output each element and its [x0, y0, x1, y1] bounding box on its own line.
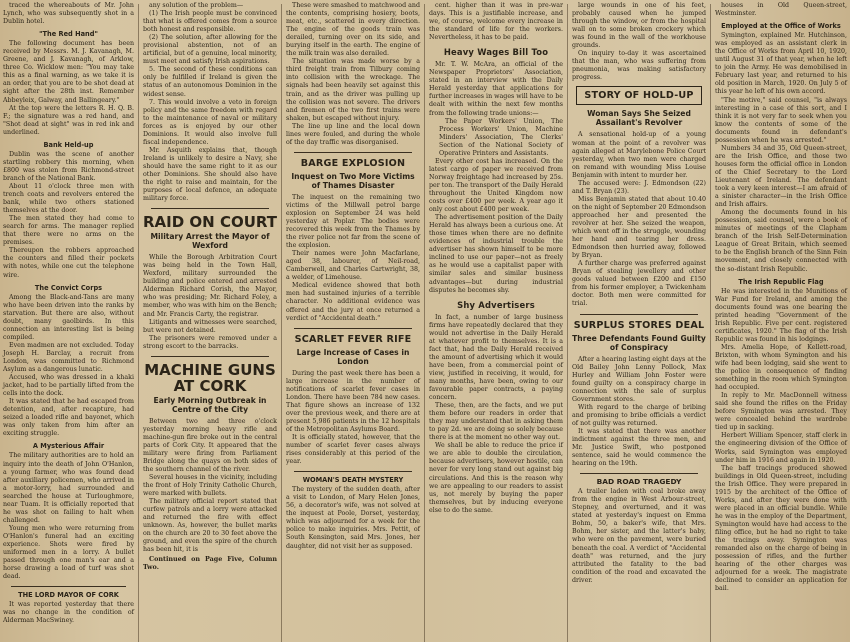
article-text: The inquest on the remaining two victims of the Millwall petrol barge explosion on September 24 was held yesterday at Poplar. The bodies were recovered this week from the Thames by the river police not far from the scene of the explosion.	[286, 193, 420, 250]
article-text: The Paper Workers' Union, The Process Workers' Union, Machine Minders' Association, The Clerks' Section of the National Society of Operative Printers and Assistants.	[439, 117, 563, 157]
article-text: The baff tracings produced showed buildings in Old Queen-street, including the Irish Office. They were prepared in 1915 by the architect of the Office of Works, and after they were done with were placed in an official bundle. While he was in the employ of the Department, Symington would have had access to the filing office, but he had no right to take the tracings away. Symington was remanded also on the charge of being in possession of rifles, and the further hearing of the other charges was adjourned for a week. The magistrate declined to consider an application for bail.	[715, 464, 847, 593]
article-text: These, then, are the facts, and we put them before our readers in order that they may understand that in asking them to pay 2d. we are doing so solely because there is at the moment no other way out.	[429, 402, 563, 442]
headline-box	[576, 86, 702, 105]
article-text: A trailer laden with coal broke away from the engine in West Arbour-street, Stepney, and overturned, and it was stated at yesterday's inquest on Emma Bohm, 50, a baker's wife, that Mrs. Bohm, her sister, and the latter's baby, who were on the pavement, were buried beneath the coal. A verdict of "Accidental death" was returned, and the jury attributed the fatality to the bad condition of the road and excavated the driver.	[572, 488, 706, 584]
column-divider	[567, 4, 568, 642]
article-text: Among the Black-and-Tans are many who have been driven into the ranks by starvation. But there are also, without doubt, many gaolbirds. In this connection an interesting list is being compiled.	[3, 293, 134, 341]
article-text: large wounds in one of his feet, probably caused when he jumped through the window, or from the hospital wall on to some broken crockery which was found in the wall of the workhouse grounds.	[572, 2, 706, 50]
subheading: THE LORD MAYOR OF CORK	[18, 591, 119, 600]
article-text: houses in Old Queen-street, Westminster.	[715, 2, 847, 18]
article-text: (2) The solution, after allowing for the provisional abstention, not of an artificial, but of a genuine, local minority, must meet and satisfy Irish aspirations.	[143, 34, 277, 66]
article-text: The men stated they had come to search for arms. The manager replied that there were no arms on the premises.	[3, 215, 134, 247]
column-3	[283, 0, 423, 642]
article-text: About 11 o'clock three men with trench coats and revolvers entered the bank, while two others stationed themselves at the door.	[3, 182, 134, 215]
column-6	[712, 0, 850, 642]
article-text: It was reported yesterday that there was no change in the condition of Alderman MacSwiney.	[3, 601, 134, 625]
article-text: Dublin was the scene of another startling robbery this morning, when £800 was stolen from Richmond-street branch of the National Bank.	[3, 150, 134, 182]
article-text: During the past week there has been a large increase in the number of notifications of scarlet fever cases in London. There have been 784 new cases. That figure shows an increase of 132 over the previous week, and there are at present 5,986 patients in the 12 hospitals of the Metropolitan Asylums Board.	[286, 369, 420, 433]
article-text: Accused, who was dressed in a khaki jacket, had to be partially lifted from the cells into the dock.	[3, 374, 134, 398]
article-text: The mystery of the sudden death, after a visit to London, of Mary Helen Jones, 56, a decorator's wife, was not solved at the inquest at Poole, Dorset, yesterday, which was adjourned for a week for the police to make inquiries. Mrs. Pettit, of South Kensington, said Mrs. Jones, her daughter, did not visit her as supposed.	[286, 486, 420, 550]
column-rule	[11, 586, 126, 587]
headline: SCARLET FEVER RIFE	[294, 333, 412, 345]
subheading: Heavy Wages Bill Too	[443, 47, 549, 58]
article-text: The military official report stated that curfew patrols and a lorry were attacked and returned the fire with effect unknown. As, however, the bullet marks on the church are 20 to 30 feet above the ground, and even the spire of the church has been hit, it is	[143, 498, 277, 554]
subheading: BAD ROAD TRAGEDY	[596, 477, 682, 487]
article-text: Mr. T. W. McAra, an official of the Newspaper Proprietors' Association, stated in an interview with the Daily Herald yesterday that applications for further increases in wages will have to be dealt with within the next few months from the following trade unions:—	[429, 61, 563, 117]
article-text: The military authorities are to hold an inquiry into the death of John O'Hanlon, a young farmer, who was found dead after auxiliary policemen, who arrived in a motor-lorry, had surrounded and searched the house at Turloughmore, near Tuam. It is officially reported that he was shot on failing to halt when challenged.	[3, 452, 134, 524]
column-rule	[294, 328, 412, 329]
column-rule	[294, 152, 412, 153]
article-text: While the Borough Arbitration Court was being held in the Town Hall, Wexford, military surrounded the building and police entered and arrested Alderman Richard Corish, the Mayor, who was presiding; Mr. Richard Foley, a member, who was with him on the Bench; and Mr. Francis Carty, the registrar.	[143, 254, 277, 318]
headline-deck: Three Defendants Found Guilty of Conspiracy	[572, 333, 706, 352]
article-text: "The motive," said counsel, "is always interesting in a case of this sort, and I think it is not very far to seek when you know the contents of some of the documents found in defendant's possession when he was arrested."	[715, 96, 847, 144]
article-text: Among the documents found in his possession, said counsel, were a book of minutes of meetings of the Clapham branch of the Irish Self-Determination League of Great Britain, which seemed to be the English branch of the Sinn Fein movement, and closely connected with the so-distant Irish Republic.	[715, 209, 847, 273]
column-divider	[281, 4, 282, 642]
article-text: These were smashed to matchwood and the contents, comprising hosiery, boots, meat, etc., scattered in every direction. The engine of the goods train was derailed, turning over on its side, and burying itself in the earth. The engine of the milk train was also derailed.	[286, 2, 420, 58]
article-text: A sensational hold-up of a young woman at the point of a revolver was again alleged at Marylebone Police Court yesterday, when two men were charged on remand with wounding Miss Louise Benjamin with intent to murder her.	[572, 131, 706, 179]
article-text: 7. This would involve a veto in foreign policy and the same freedom with regard to the maintenance of naval or military forces as is enjoyed by our other Dominions. It would also involve full fiscal independence.	[143, 98, 277, 146]
article-text: In reply to Mr. MacDonnell witness said she found the rifles on the Friday before Symington was arrested. They were concealed behind the wardrobe tied up in sacking.	[715, 392, 847, 432]
column-divider	[424, 4, 425, 642]
article-text: Even madmen are not excluded. Today Joseph H. Barclay, a recruit from London, was committed to Richmond Asylum as a dangerous lunatic.	[3, 341, 134, 374]
article-text: We shall be able to reduce the price if we are able to double the circulation, because advertisers, however hostile, can never for very long stand out against big circulations. And this is the reason why we are appealing to our readers to assist us, not merely by buying the paper themselves, but by inducing everyone else to do the same.	[429, 442, 563, 514]
column-1	[0, 0, 137, 642]
continuation-note: Continued on Page Five, Column Two.	[143, 554, 277, 571]
article-text: Thereupon the robbers approached the counters and filled their pockets with notes, while one cut the telephone wire.	[3, 247, 134, 279]
article-text: Every other cost has increased. On the latest cargo of paper we received from Norway freightage had increased by 25s. per ton. The transport of the Daily Herald throughout the United Kingdom now costs over £400 per week. A year ago it only cost about £400 per week.	[429, 157, 563, 214]
article-text: Mrs. Amelia Hope, of Kellett-road, Brixton, with whom Symington and his wife had been lodging, said she went to the police in consequence of finding something in the room which Symington had occupied.	[715, 343, 847, 392]
article-text: Between two and three o'clock yesterday morning heavy rifle and machine-gun fire broke out in the central parts of Cork City. It appeared that the military were firing from Parliament Bridge along the quays on both sides of the southern channel of the river.	[143, 417, 277, 474]
article-text: The advertisement position of the Daily Herald has always been a curious one. At those times when there are no definite evidences of industrial trouble the advertiser has shown himself to be more inclined to use our paper—not as freely as he would use a capitalist paper with similar sales and similar business advantages—but during industrial disputes he becomes shy.	[429, 214, 563, 294]
article-text: In fact, a number of large business firms have repeatedly declared that they would not advertise in the Daily Herald at whatever profit to themselves. It is a fact that, had the Daily Herald received the amount of advertising which it would have been, from a commercial point of view, justified in receiving, it would, for many months, have been, owing to our favourable paper contracts, a paying concern.	[429, 313, 563, 402]
column-divider	[138, 4, 139, 642]
column-rule	[151, 208, 269, 209]
article-text: On inquiry to-day it was ascertained that the man, who was suffering from pneumonia, was making satisfactory progress.	[572, 50, 706, 82]
article-text: It was stated that he had escaped from detention, and, after recapture, had seized a loaded rifle and bayonet, which was only taken from him after an exciting struggle.	[3, 398, 134, 438]
article-text: Symington, explained Mr. Hutchinson, was employed as an assistant clerk in the Office of Works from April 10, 1920, until August 31 of that year, when he left to join the Army. He was demobilised in February last year, and returned to his old position in March, 1920. On July 5 of this year he left of his own accord.	[715, 32, 847, 96]
article-text: Herbert William Spencer, staff clerk in the engineering division of the Office of Works, said Symington was employed under him in 1916 and again in 1920.	[715, 432, 847, 464]
subheading: Bank Held-up	[43, 140, 94, 149]
article-text: After a hearing lasting eight days at the Old Bailey John Lenny Pollock, Max Hurley and William John Foster were found guilty on a conspiracy charge in connection with the sale of surplus Government stores.	[572, 355, 706, 403]
article-text: (1) The Irish people must be convinced that what is offered comes from a source both honest and responsible.	[143, 10, 277, 34]
article-text: Numbers 34 and 35, Old Queen-street, are the Irish Office, and those two houses form the official office in London of the Chief Secretary to the Lord Lieutenant of Ireland. The defendant took a very keen interest—I am afraid of a sinister character—in the Irish Office and Irish affairs.	[715, 144, 847, 209]
column-rule	[151, 356, 269, 357]
article-text: It was stated that there was another indictment against the three men, and Mr. Justice Swift, who postponed sentence, said he would commence the hearing on the 19th.	[572, 427, 706, 468]
article-text: He was interested in the Munitions of War Fund for Ireland, and among the documents found was one bearing the printed heading "Government of the Irish Republic. Five per cent. registered certificates, 1920." The flag of the Irish Republic was found in his lodgings.	[715, 287, 847, 343]
article-text: any solution of the problem—	[149, 2, 244, 9]
subheading: The Convict Corps	[34, 283, 103, 292]
article-text: With regard to the charge of bribing and promising to bribe officials a verdict of not guilty was returned.	[572, 403, 706, 427]
article-text: The situation was made worse by a third freight train from Tilbury coming into collision with the wreckage. The signals had been heavily set against this train, and as the driver was pulling up the collision was not severe. The drivers and firemen of the two first trains were shaken, but escaped without injury.	[286, 58, 420, 122]
article-text: Their names were John Macfarlane, aged 38, labourer, of Neil-road, Camberwell, and Charles Cartwright, 38, a welder, of Limehouse.	[286, 250, 420, 282]
article-text: A further charge was preferred against Bryan of stealing jewellery and other goods valued between £200 and £150 from his former employer, a Twickenham doctor. Both men were committed for trial.	[572, 260, 706, 308]
headline-deck: Large Increase of Cases in London	[296, 347, 410, 366]
subheading: Employed at the Office of Works	[721, 22, 841, 31]
subheading: The Irish Republic Flag	[738, 277, 824, 286]
headline-deck: Woman Says She Seized Assailant's Revolver	[587, 109, 691, 128]
article-text: Young men who were returning from O'Hanlon's funeral had an exciting experience. Shots were fired by uniformed men in a lorry. A bullet passed through one man's ear and a horse drawing a load of turf was shot dead.	[3, 524, 134, 581]
article-text: It is officially stated, however, that the number of scarlet fever cases always rises considerably at this period of the year.	[286, 433, 420, 466]
subheading: Shy Advertisers	[457, 299, 535, 310]
article-text: Medical evidence showed that both men had sustained injuries of a terrible character. No additional evidence was offered and the jury at once returned a verdict of "Accidental death."	[286, 282, 420, 322]
column-rule	[580, 314, 698, 315]
article-text: Litigants and witnesses were searched, but were not detained.	[143, 318, 277, 334]
headline: BARGE EXPLOSION	[300, 157, 406, 169]
column-rule	[294, 471, 412, 472]
article-text: The line up line and the local down lines were fouled, and during the whole of the day traffic was disorganised.	[286, 122, 420, 146]
article-text: 5. The second of these conditions can only be fulfilled if Ireland is given the status of an autonomous Dominion in the widest sense.	[143, 66, 277, 98]
article-text: The accused were: J. Edmondson (22) and T. Bryan (23).	[572, 179, 706, 195]
article-text: At the top were the letters R. H. Q. B. F.; the signature was a red hand, and "Shot dead at sight" was in red ink and underlined.	[3, 104, 134, 136]
article-text: cent. higher than it was in pre-war days. This is a justifiable increase, and we, of course, welcome every increase in the standard of life for the workers. Nevertheless, it has to be paid.	[429, 2, 563, 42]
subheading: A Mysterious Affair	[32, 442, 105, 451]
headline: STORY OF HOLD-UP	[584, 90, 694, 102]
article-text: Miss Benjamin stated that about 10.40 on the night of September 20 Edmondson approached her and presented the revolver at her. She seized the weapon, which went off in the struggle, wounding her hand and tearing her dress. Edmondson then hurried away, followed by Bryan.	[572, 195, 706, 260]
subheading: WOMAN'S DEATH MYSTERY	[302, 476, 404, 485]
headline-deck: Early Morning Outbreak in Centre of the City	[153, 395, 267, 414]
headline: SURPLUS STORES DEAL	[573, 319, 705, 331]
article-text: The following document has been received by Messrs. M. J. Kavanagh, M. Greene, and J. Kavanagh, of Arklow, three Co. Wicklow men: "You may take this as a final warning, as we take it is an order, that you are to be shot dead at sight after the 28th inst. Remember Abbeyleix, Galway, and Ballingeary."	[3, 40, 134, 104]
article-text: traced the whereabouts of Mr. John Lynch, who was subsequently shot in a Dublin hotel.	[3, 2, 134, 26]
column-2	[140, 0, 280, 642]
headline: MACHINE GUNS AT CORK	[144, 360, 276, 395]
article-text: Several houses in the vicinity, including the front of Holy Trinity Catholic Church, were marked with bullets.	[143, 474, 277, 498]
subheading: "The Red Hand"	[39, 30, 98, 39]
column-rule	[580, 473, 698, 474]
column-4	[426, 0, 566, 642]
column-5	[569, 0, 709, 642]
article-text: The prisoners were removed under a strong escort to the barracks.	[143, 334, 277, 350]
headline: RAID ON COURT	[143, 213, 277, 232]
column-divider	[710, 4, 711, 642]
headline-deck: Inquest on Two More Victims of Thames Disaster	[291, 171, 415, 190]
headline-deck: Military Arrest the Mayor of Wexford	[150, 232, 270, 251]
article-text: Mr. Asquith explains that, though Ireland is unlikely to desire a Navy, she should have the same right to it as our other Dominions. She should also have the right to raise and maintain, for the purposes of local defence, an adequate military force.	[143, 146, 277, 203]
